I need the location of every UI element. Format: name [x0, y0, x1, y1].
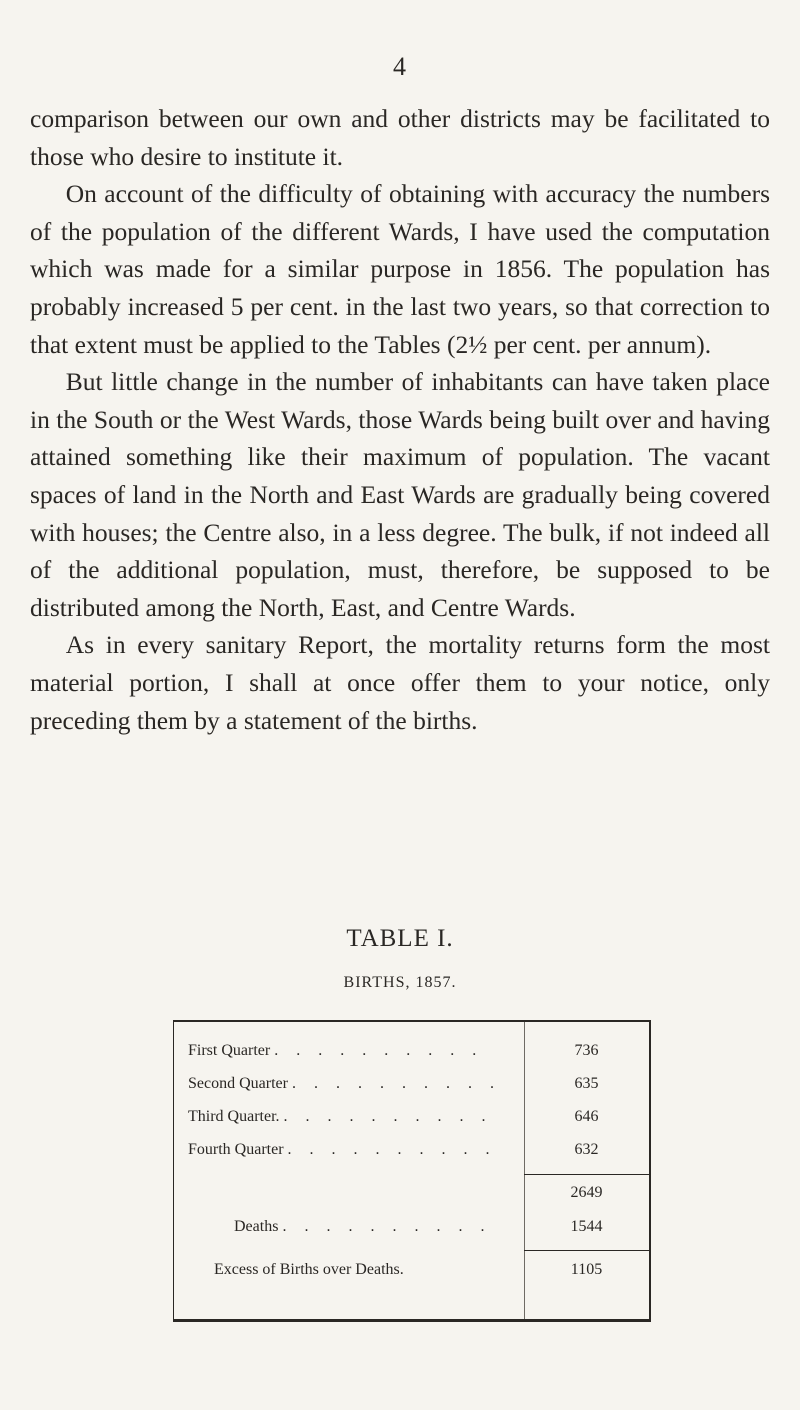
row-label: Second Quarter . . . . . . . . . .	[188, 1075, 501, 1092]
page-number: 4	[393, 52, 407, 81]
excess-value: 1105	[570, 1261, 603, 1278]
table-row	[174, 1108, 649, 1138]
deaths-rule	[524, 1250, 649, 1251]
births-table	[173, 1020, 651, 1322]
deaths-row	[174, 1218, 649, 1248]
row-value: 635	[574, 1075, 599, 1092]
row-value: 646	[574, 1108, 599, 1125]
subtotal-rule	[524, 1174, 649, 1175]
table-row	[174, 1042, 649, 1072]
row-label: Third Quarter. . . . . . . . . . .	[188, 1108, 493, 1125]
paragraph-3: But little change in the number of inhabitants can have taken place in the South or the West Wards, those Wards being built over and having attained something like their maximum of population. The vacant spaces of land in the North and East Wards are gradually being covered with houses; the Centre also, in a less degree. The bulk, if not indeed all of the additional population, must, therefore, be supposed to be distributed among the North, East, and Centre Wards.	[30, 367, 770, 622]
row-label: First Quarter . . . . . . . . . .	[188, 1042, 484, 1059]
row-label: Fourth Quarter . . . . . . . . . .	[188, 1141, 497, 1158]
paragraph-4: As in every sanitary Report, the mortality returns form the most material portion, I shall at once offer them to your notice, only preceding them by a statement of the births.	[30, 630, 770, 735]
table-row	[174, 1075, 649, 1105]
paragraph-1: comparison between our own and other districts may be facilitated to those who desire to institute it.	[30, 104, 770, 171]
row-label: Deaths . . . . . . . . . .	[234, 1218, 492, 1235]
total-value: 2649	[570, 1184, 603, 1201]
excess-row	[174, 1261, 649, 1291]
table-title: TABLE I.	[346, 925, 454, 952]
paragraph-2: On account of the difficulty of obtaining with accuracy the numbers of the population of the different Wards, I have used the computation which was made for a similar purpose in 1856. The population has probably increased 5 per cent. in the last two years, so that correction to that extent must be applied to the Tables (2½ per cent. per annum).	[30, 179, 770, 359]
table-subtitle: BIRTHS, 1857.	[343, 974, 457, 991]
total-row	[174, 1184, 649, 1214]
row-label: Excess of Births over Deaths.	[214, 1261, 404, 1278]
body-text	[30, 100, 770, 739]
row-value: 632	[574, 1141, 599, 1158]
deaths-value: 1544	[570, 1218, 603, 1235]
table-row	[174, 1141, 649, 1171]
row-value: 736	[574, 1042, 599, 1059]
